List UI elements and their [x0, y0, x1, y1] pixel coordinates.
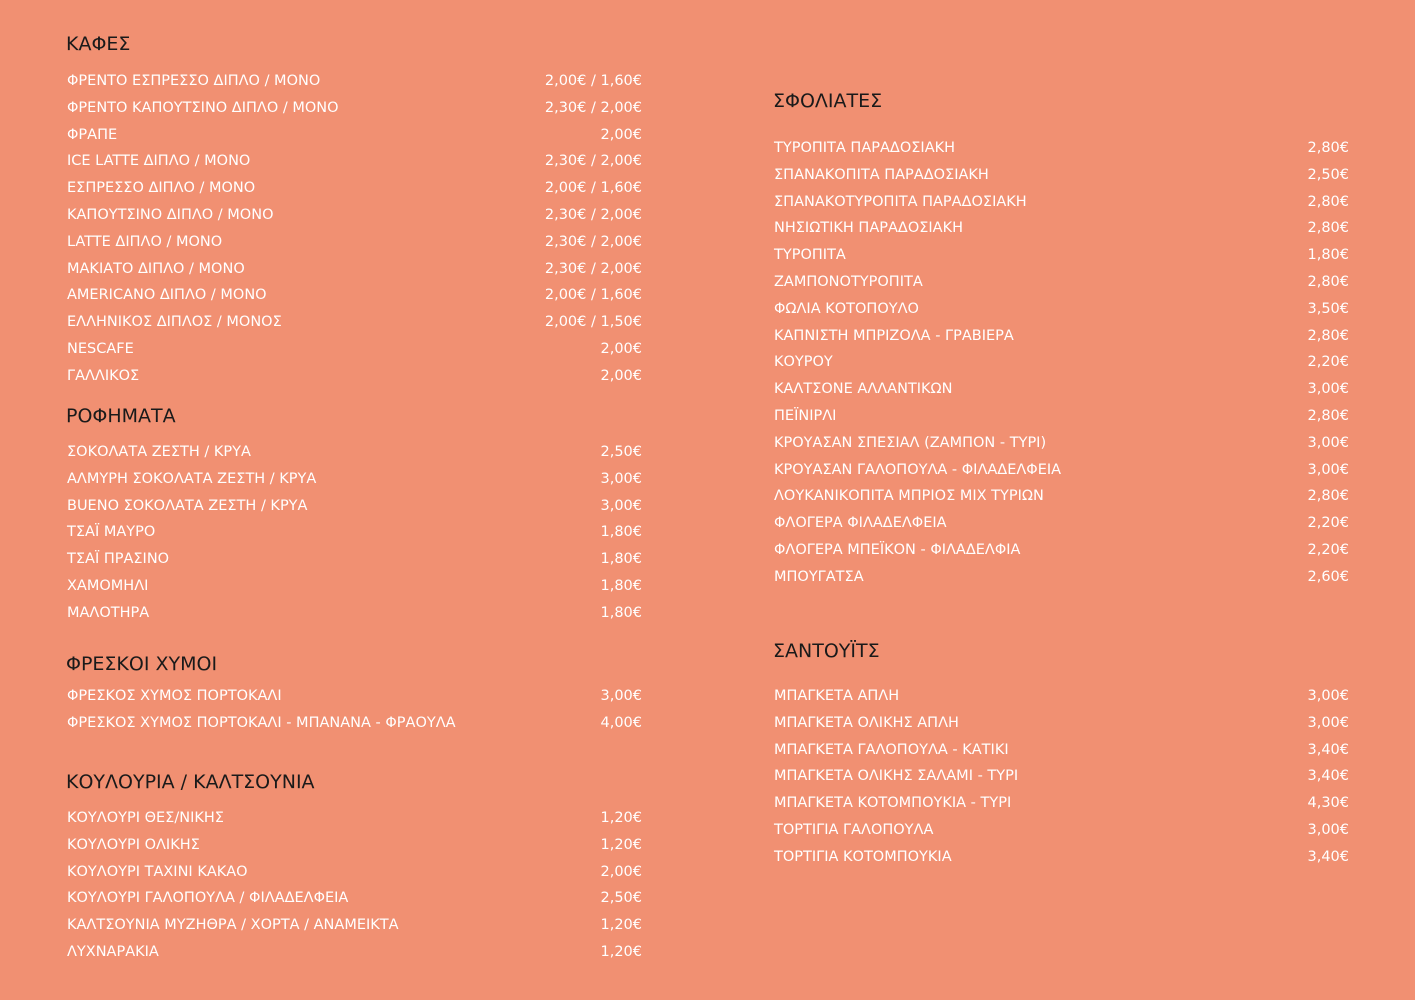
menu-item-price: 3,40€: [1307, 741, 1349, 758]
menu-item-price: 2,80€: [1307, 327, 1349, 344]
section-title: ΡΟΦΗΜΑΤΑ: [66, 405, 176, 427]
menu-item-name: ΚΑΛΤΣΟΝΕ ΑΛΛΑΝΤΙΚΩΝ: [774, 381, 953, 398]
menu-item-name: ΚΟΥΛΟΥΡΙ ΤΑΧΙΝΙ ΚΑΚΑΟ: [67, 863, 248, 880]
menu-item-name: ΜΠΑΓΚΕΤΑ ΟΛΙΚΗΣ ΑΠΛΗ: [774, 714, 959, 731]
menu-item: [774, 539, 1349, 561]
menu-item-name: ΧΑΜΟΜΗΛΙ: [67, 578, 149, 594]
menu-item-name: ΜΠΑΓΚΕΤΑ ΟΛΙΚΗΣ ΣΑΛΑΜΙ - ΤΥΡΙ: [774, 768, 1019, 785]
menu-item: [67, 712, 642, 734]
menu-item-name: ΦΡΕΣΚΟΣ ΧΥΜΟΣ ΠΟΡΤΟΚΑΛΙ - ΜΠΑΝΑΝΑ - ΦΡΑΟΥΛΑ: [67, 714, 456, 731]
menu-item-price: 2,80€: [1307, 488, 1349, 505]
menu-item: [67, 602, 642, 624]
menu-item-price: 2,30€ / 2,00€: [544, 207, 642, 223]
menu-item: [774, 405, 1349, 427]
menu-item-name: ΚΑΠΟΥΤΣΙΝΟ ΔΙΠΛΟ / ΜΟΝΟ: [67, 207, 274, 223]
menu-item: [67, 97, 642, 119]
menu-item: [774, 846, 1349, 868]
menu-item: [67, 861, 642, 883]
menu-item-price: 1,20€: [600, 944, 642, 960]
menu-item-price: 3,00€: [1307, 822, 1349, 838]
menu-item-price: 1,20€: [600, 810, 642, 826]
menu-item-name: ΦΡΕΝΤΟ ΕΣΠΡΕΣΣΟ ΔΙΠΛΟ / ΜΟΝΟ: [67, 73, 321, 89]
menu-item-name: ΚΟΥΛΟΥΡΙ ΟΛΙΚΗΣ: [67, 836, 200, 853]
menu-item-price: 1,20€: [600, 836, 642, 853]
menu-item-name: ΝΗΣΙΩΤΙΚΗ ΠΑΡΑΔΟΣΙΑΚΗ: [774, 220, 964, 237]
menu-item-price: 2,50€: [600, 444, 642, 460]
menu-item-price: 2,80€: [1307, 140, 1349, 156]
menu-item-price: 3,00€: [1307, 381, 1349, 398]
menu-item: [67, 685, 642, 707]
menu-item-name: ΕΣΠΡΕΣΣΟ ΔΙΠΛΟ / ΜΟΝΟ: [67, 180, 256, 197]
menu-item: [774, 485, 1349, 507]
menu-item: [67, 521, 642, 543]
menu-item-name: ΦΛΟΓΕΡΑ ΜΠΕΪΚΟΝ - ΦΙΛΑΔΕΛΦΙΑ: [774, 542, 1021, 558]
menu-item: [774, 685, 1349, 707]
section-title: ΚΟΥΛΟΥΡΙΑ / ΚΑΛΤΣΟΥΝΙΑ: [66, 771, 315, 793]
menu-item-price: 2,20€: [1307, 515, 1349, 532]
menu-item-price: 2,80€: [1307, 220, 1349, 237]
menu-item: [67, 177, 642, 199]
menu-item-name: ΣΠΑΝΑΚΟΤΥΡΟΠΙΤΑ ΠΑΡΑΔΟΣΙΑΚΗ: [774, 193, 1027, 210]
menu-item: [774, 765, 1349, 787]
menu-item: [67, 914, 642, 936]
menu-item-name: LATTE ΔΙΠΛΟ / ΜΟΝΟ: [67, 233, 223, 250]
menu-item-name: ΜΑΚΙΑΤΟ ΔΙΠΛΟ / ΜΟΝΟ: [67, 260, 245, 277]
menu-item-name: ΚΑΛΤΣΟΥΝΙΑ ΜΥΖΗΘΡΑ / ΧΟΡΤΑ / ΑΝΑΜΕΙΚΤΑ: [67, 917, 399, 934]
menu-item: [67, 807, 642, 829]
menu-item-price: 3,00€: [600, 688, 642, 704]
menu-item-price: 3,00€: [1307, 714, 1349, 731]
menu-item: [67, 284, 642, 306]
menu-item-name: ΣΟΚΟΛΑΤΑ ΖΕΣΤΗ / ΚΡΥΑ: [67, 444, 251, 460]
menu-item-price: 1,80€: [600, 551, 642, 568]
menu-item-price: 2,50€: [600, 890, 642, 907]
menu-item-name: ΠΕΪΝΙΡΛΙ: [774, 408, 837, 424]
menu-item: [774, 217, 1349, 239]
menu-item-price: 1,20€: [600, 917, 642, 934]
menu-item-price: 2,50€: [1307, 166, 1349, 183]
section-title: ΦΡΕΣΚΟΙ ΧΥΜΟΙ: [66, 653, 218, 675]
menu-item-price: 3,00€: [600, 497, 642, 514]
menu-item-price: 1,80€: [600, 578, 642, 594]
menu-item-price: 2,80€: [1307, 193, 1349, 210]
menu-item: [774, 298, 1349, 320]
menu-item-name: ΕΛΛΗΝΙΚΟΣ ΔΙΠΛΟΣ / ΜΟΝΟΣ: [67, 314, 282, 331]
menu-item-name: ΦΡΕΣΚΟΣ ΧΥΜΟΣ ΠΟΡΤΟΚΑΛΙ: [67, 688, 282, 704]
menu-item-name: ΦΛΟΓΕΡΑ ΦΙΛΑΔΕΛΦΕΙΑ: [774, 515, 947, 532]
menu-item-price: 2,30€ / 2,00€: [544, 260, 642, 277]
menu-item: [774, 459, 1349, 481]
menu-item-price: 2,00€ / 1,60€: [544, 287, 642, 304]
menu-item-name: ΤΣΑΪ ΜΑΥΡΟ: [67, 524, 156, 541]
menu-item-price: 3,00€: [1307, 461, 1349, 478]
menu-item: [774, 792, 1349, 814]
menu-item-price: 2,00€: [600, 341, 642, 357]
menu-item: [774, 512, 1349, 534]
menu-item-name: ICE LATTE ΔΙΠΛΟ / ΜΟΝΟ: [67, 153, 251, 170]
menu-item: [67, 548, 642, 570]
menu-item: [67, 495, 642, 517]
menu-item: [67, 311, 642, 333]
menu-item-name: ΜΑΛΟΤΗΡΑ: [67, 604, 150, 621]
menu-item-price: 2,20€: [1307, 354, 1349, 371]
menu-item-name: ΓΑΛΛΙΚΟΣ: [67, 367, 140, 384]
menu-item: [67, 887, 642, 909]
menu-item-name: ΤΥΡΟΠΙΤΑ: [774, 247, 846, 264]
menu-item-price: 2,30€ / 2,00€: [544, 153, 642, 170]
menu-item-name: NESCAFE: [67, 341, 134, 357]
menu-item-price: 4,30€: [1307, 795, 1349, 812]
menu-item-price: 2,00€: [600, 367, 642, 384]
menu-item: [67, 231, 642, 253]
menu-item-name: ΜΠΑΓΚΕΤΑ ΓΑΛΟΠΟΥΛΑ - ΚΑΤΙΚΙ: [774, 741, 1009, 758]
menu-item-price: 3,40€: [1307, 768, 1349, 785]
menu-item-name: ΤΥΡΟΠΙΤΑ ΠΑΡΑΔΟΣΙΑΚΗ: [774, 140, 956, 156]
menu-item-price: 3,50€: [1307, 300, 1349, 317]
menu-item-name: ΦΡΕΝΤΟ ΚΑΠΟΥΤΣΙΝΟ ΔΙΠΛΟ / ΜΟΝΟ: [67, 99, 339, 116]
menu-item: [67, 258, 642, 280]
menu-item: [67, 834, 642, 856]
menu-item-price: 2,00€ / 1,60€: [544, 180, 642, 197]
menu-item-name: ΜΠΑΓΚΕΤΑ ΑΠΛΗ: [774, 688, 900, 704]
menu-item: [774, 378, 1349, 400]
menu-item: [67, 441, 642, 463]
menu-item: [774, 164, 1349, 186]
menu-item: [67, 124, 642, 146]
menu-item-name: ΚΑΠΝΙΣΤΗ ΜΠΡΙΖΟΛΑ - ΓΡΑΒΙΕΡΑ: [774, 327, 1014, 344]
menu-item-price: 3,00€: [1307, 688, 1349, 704]
menu-item-price: 4,00€: [600, 714, 642, 731]
menu-item-name: AMERICANO ΔΙΠΛΟ / ΜΟΝΟ: [67, 287, 267, 304]
menu-item-name: ΚΡΟΥΑΣΑΝ ΣΠΕΣΙΑΛ (ΖΑΜΠΟΝ - ΤΥΡΙ): [774, 434, 1047, 451]
menu-item: [774, 244, 1349, 266]
menu-item-name: BUENO ΣΟΚΟΛΑΤΑ ΖΕΣΤΗ / ΚΡΥΑ: [67, 497, 308, 514]
menu-item: [774, 137, 1349, 159]
menu-item-price: 2,00€ / 1,60€: [544, 73, 642, 89]
menu-item-name: ΦΡΑΠΕ: [67, 126, 118, 143]
section-title: ΚΑΦΕΣ: [66, 33, 131, 55]
menu-item: [774, 739, 1349, 761]
menu-item: [774, 566, 1349, 588]
menu-item-name: ΚΟΥΛΟΥΡΙ ΓΑΛΟΠΟΥΛΑ / ΦΙΛΑΔΕΛΦΕΙΑ: [67, 890, 349, 907]
menu-item-price: 1,80€: [600, 604, 642, 621]
menu-item-price: 2,80€: [1307, 408, 1349, 424]
menu-item: [67, 204, 642, 226]
menu-item-name: ΚΡΟΥΑΣΑΝ ΓΑΛΟΠΟΥΛΑ - ΦΙΛΑΔΕΛΦΕΙΑ: [774, 461, 1062, 478]
menu-item-price: 3,40€: [1307, 848, 1349, 865]
menu-item-price: 2,20€: [1307, 542, 1349, 558]
menu-item-name: ΤΟΡΤΙΓΙΑ ΚΟΤΟΜΠΟΥΚΙΑ: [774, 848, 952, 865]
menu-item-price: 2,00€: [600, 863, 642, 880]
menu-item: [774, 191, 1349, 213]
menu-item: [67, 338, 642, 360]
menu-item: [67, 365, 642, 387]
section-title: ΣΑΝΤΟΥΪΤΣ: [773, 640, 880, 662]
menu-item: [774, 432, 1349, 454]
menu-item-name: ΤΟΡΤΙΓΙΑ ΓΑΛΟΠΟΥΛΑ: [774, 822, 934, 838]
menu-item-name: ΜΠΑΓΚΕΤΑ ΚΟΤΟΜΠΟΥΚΙΑ - ΤΥΡΙ: [774, 795, 1012, 812]
menu-item: [774, 325, 1349, 347]
menu-item-price: 3,00€: [600, 470, 642, 487]
menu-item-price: 2,80€: [1307, 274, 1349, 290]
menu-item-name: ΚΟΥΡΟΥ: [774, 354, 833, 371]
menu-item: [774, 271, 1349, 293]
menu-item-name: ΑΛΜΥΡΗ ΣΟΚΟΛΑΤΑ ΖΕΣΤΗ / ΚΡΥΑ: [67, 470, 317, 487]
menu-item-name: ΤΣΑΪ ΠΡΑΣΙΝΟ: [67, 551, 170, 568]
menu-item-name: ΜΠΟΥΓΑΤΣΑ: [774, 568, 864, 585]
menu-item-name: ΛΥΧΝΑΡΑΚΙΑ: [67, 944, 159, 960]
menu-item: [774, 819, 1349, 841]
menu-item: [67, 150, 642, 172]
menu-item-name: ΛΟΥΚΑΝΙΚΟΠΙΤΑ ΜΠΡΙΟΣ ΜΙΧ ΤΥΡΙΩΝ: [774, 488, 1044, 505]
section-title: ΣΦΟΛΙΑΤΕΣ: [773, 90, 883, 112]
menu-item-price: 3,00€: [1307, 434, 1349, 451]
menu-item-name: ΖΑΜΠΟΝΟΤΥΡΟΠΙΤΑ: [774, 274, 923, 290]
menu-item-price: 2,00€ / 1,50€: [544, 314, 642, 331]
menu-item-price: 1,80€: [1307, 247, 1349, 264]
menu-item-price: 2,00€: [600, 126, 642, 143]
menu-item: [67, 575, 642, 597]
menu-item-name: ΣΠΑΝΑΚΟΠΙΤΑ ΠΑΡΑΔΟΣΙΑΚΗ: [774, 166, 989, 183]
menu-item-name: ΦΩΛΙΑ ΚΟΤΟΠΟΥΛΟ: [774, 300, 919, 317]
menu-item: [67, 70, 642, 92]
menu-item: [774, 712, 1349, 734]
menu-item-price: 2,30€ / 2,00€: [544, 99, 642, 116]
menu-item: [67, 468, 642, 490]
menu-item-price: 1,80€: [600, 524, 642, 541]
menu-item-name: ΚΟΥΛΟΥΡΙ ΘΕΣ/ΝΙΚΗΣ: [67, 810, 224, 826]
menu-item: [67, 941, 642, 963]
menu-item-price: 2,60€: [1307, 568, 1349, 585]
menu-item: [774, 351, 1349, 373]
menu-item-price: 2,30€ / 2,00€: [544, 233, 642, 250]
